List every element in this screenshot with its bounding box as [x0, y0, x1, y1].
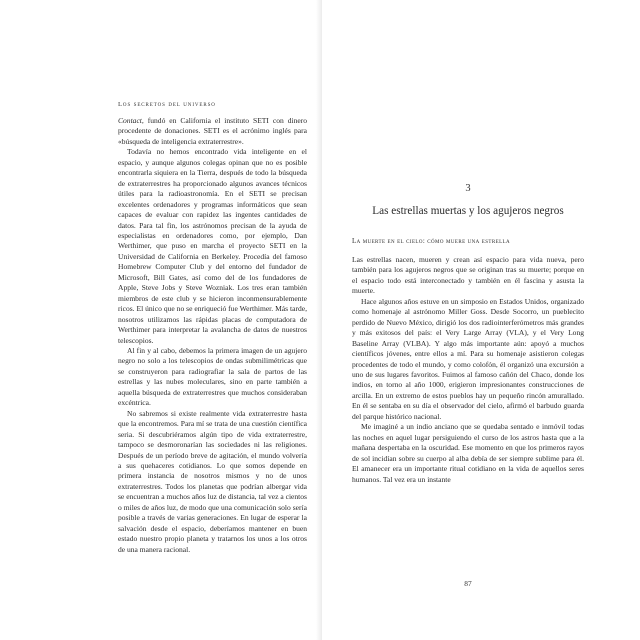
paragraph: Me imaginé a un indio anciano que se quedaba sentado e inmóvil todas las noches en aquel lugar persiguiendo el curso de los astros hasta que a la mañana despertaba en la oscuridad. Ese momento en que los primeros rayos de sol incidían sobre su cuerpo al alba debía de ser siempre sublime para él. El amanecer era un importante ritual cotidiano en la vida de aquellos seres humanos. Tal vez era un instante [352, 422, 584, 484]
paragraph-text: fundó en California el instituto SETI con dinero procedente de donaciones. SETI es el acrónimo inglés para «búsqueda de inteligencia extraterrestre». [118, 116, 307, 146]
paragraph: Las estrellas nacen, mueren y crean así espacio para vida nueva, pero también para los agujeros negros que se originan tras su muerte; porque en el espacio todo está interconectado y también en él fascina y asusta la muerte. [352, 255, 584, 296]
paragraph: No sabremos si existe realmente vida extraterrestre hasta que la encontremos. Para mí se trata de una cuestión científica seria. Si descubriéramos algún tipo de vida extraterrestre, tampoco se desmoronarían las sociedades ni las religiones. Después de un período breve de agitación, el mundo volvería a sus quehaceres cotidianos. Lo que somos depende en primera instancia de nosotros mismos y no de unos extraterrestres. Todos los planetas que podrían albergar vida se encuentran a muchos años luz de distancia, tal vez a cientos o miles de años luz, de modo que una comunicación solo sería posible a través de varias generaciones. En lugar de esperar la salvación desde el espacio, deberíamos mantener en buen estado nuestro propio planeta y tratarnos los unos a los otros de una manera racional. [118, 408, 307, 554]
running-head: Los secretos del universo [118, 101, 216, 108]
chapter-title: Las estrellas muertas y los agujeros negros [372, 205, 564, 217]
paragraph: Todavía no hemos encontrado vida inteligente en el espacio, y aunque algunos colegas opinan que no es posible encontrarla siquiera en la Tierra, después de todo la búsqueda de extraterrestres ha proporcionado algunos avances técnicos útiles para la radioastronomía. En el SETI se precisan excelentes ordenadores y programas informáticos que sean capaces de evaluar con rapidez las ingentes cantidades de datos. Para tal fin, los astrónomos precisan de la ayuda de especialistas en ordenadores como, por ejemplo, Dan Werthimer, que puso en marcha el proyecto SETI en la Universidad de California en Berkeley. Procedía del famoso Homebrew Computer Club y del entorno del fundador de Microsoft, Bill Gates, así como del de los fundadores de Apple, Steve Jobs y Steve Wozniak. Los tres eran también miembros de este club y se hicieron inconmensurablemente ricos. El único que no se enriqueció fue Werthimer. Más tarde, nosotros utilizamos las rápidas placas de computadora de Werthimer para interpretar la avalancha de datos de nuestros telescopios. [118, 147, 307, 345]
section-heading: La muerte en el cielo: cómo muere una estrella [352, 238, 510, 245]
italic-lead: Contact, [118, 116, 144, 125]
paragraph [118, 116, 307, 147]
page-number: 87 [464, 579, 472, 588]
paragraph: Hace algunos años estuve en un simposio en Estados Unidos, organizado como homenaje al astrónomo Miller Goss. Desde Socorro, un pueblecito perdido de Nuevo México, dirigió los dos radiointerferómetros más grandes y más exitosos del país: el Very Large Array (VLA), y el Very Long Baseline Array (VLBA). Y algo más importante aún: apoyó a muchos científicos jóvenes, entre ellos a mí. Para su homenaje asistieron colegas procedentes de todo el mundo, y como colofón, él organizó una excursión a uno de sus lugares favoritos. Fuimos al famoso cañón del Chaco, donde los indios, en torno al año 1000, erigieron impresionantes construcciones de arcilla. En un extremo de estos pueblos hay un pequeño rincón amurallado. En él se sentaba en su día el observador del cielo, afirmó el barbudo guarda del parque histórico nacional. [352, 296, 584, 421]
left-page-body [118, 116, 307, 555]
chapter-number: 3 [465, 183, 471, 194]
right-page [322, 0, 640, 640]
paragraph: Al fin y al cabo, debemos la primera imagen de un agujero negro no solo a los telescopios de ondas submilimétricas que se construyeron para radiografiar la sala de partos de las estrellas y las nubes moleculares, sino en parte también a aquella búsqueda de extraterrestres que muchos consideraban excéntrica. [118, 345, 307, 408]
right-page-body [352, 255, 584, 485]
